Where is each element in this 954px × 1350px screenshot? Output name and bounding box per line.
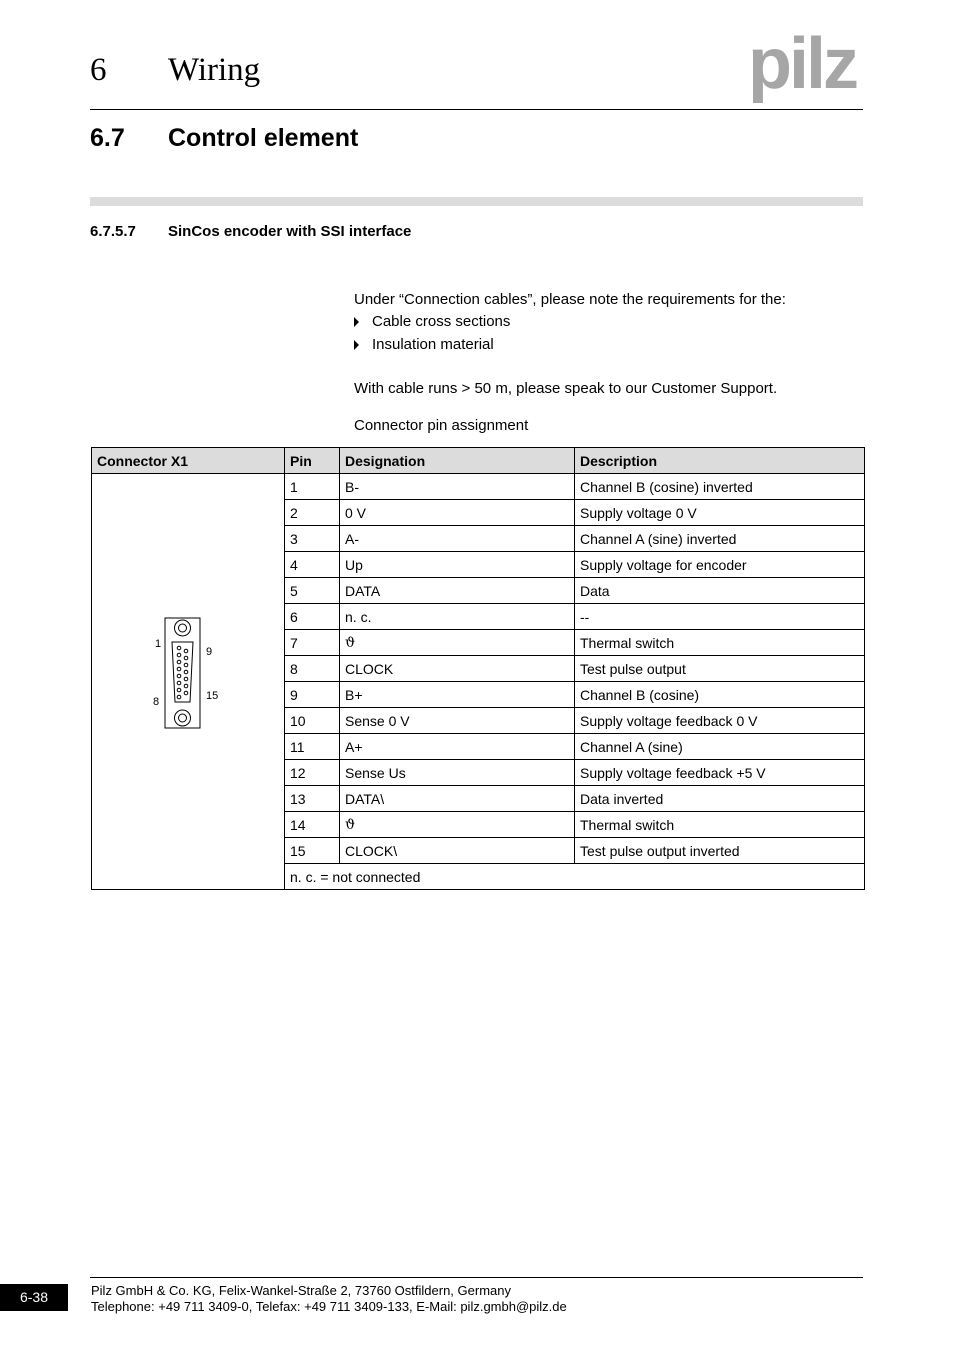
description-cell: Channel B (cosine) bbox=[575, 682, 865, 708]
footer-address: Pilz GmbH & Co. KG, Felix-Wankel-Straße 2, 73760 Ostfildern, Germany bbox=[91, 1283, 511, 1298]
description-cell: Data inverted bbox=[575, 786, 865, 812]
section-number: 6.7 bbox=[90, 124, 125, 152]
bullet-item bbox=[354, 336, 754, 354]
bullet-text: Cable cross sections bbox=[372, 313, 511, 330]
header-rule bbox=[90, 109, 863, 110]
designation-cell: A+ bbox=[340, 734, 575, 760]
connector-label-8: 8 bbox=[153, 696, 160, 708]
chapter-number: 6 bbox=[90, 52, 107, 88]
designation-cell: 0 V bbox=[340, 500, 575, 526]
designation-cell: B+ bbox=[340, 682, 575, 708]
connector-label-15: 15 bbox=[206, 690, 219, 702]
header-connector: Connector X1 bbox=[92, 448, 285, 474]
pin-cell: 2 bbox=[285, 500, 340, 526]
header-description: Description bbox=[575, 448, 865, 474]
pin-cell: 12 bbox=[285, 760, 340, 786]
pin-cell: 10 bbox=[285, 708, 340, 734]
designation-cell: Up bbox=[340, 552, 575, 578]
designation-cell: CLOCK\ bbox=[340, 838, 575, 864]
description-cell: Supply voltage feedback 0 V bbox=[575, 708, 865, 734]
description-cell: Thermal switch bbox=[575, 812, 865, 838]
support-note: With cable runs > 50 m, please speak to our Customer Support. bbox=[354, 380, 778, 397]
description-cell: Supply voltage for encoder bbox=[575, 552, 865, 578]
table-caption: Connector pin assignment bbox=[354, 417, 529, 434]
intro-paragraph: Under “Connection cables”, please note the requirements for the: bbox=[354, 291, 786, 308]
designation-cell: CLOCK bbox=[340, 656, 575, 682]
pin-cell: 14 bbox=[285, 812, 340, 838]
bullet-arrow-icon bbox=[354, 340, 359, 350]
designation-cell: B- bbox=[340, 474, 575, 500]
description-cell: Data bbox=[575, 578, 865, 604]
description-cell: -- bbox=[575, 604, 865, 630]
subsection-title: SinCos encoder with SSI interface bbox=[168, 223, 412, 240]
footer-rule bbox=[90, 1277, 863, 1278]
designation-cell: A- bbox=[340, 526, 575, 552]
pin-cell: 15 bbox=[285, 838, 340, 864]
description-cell: Supply voltage 0 V bbox=[575, 500, 865, 526]
description-cell: Test pulse output bbox=[575, 656, 865, 682]
description-cell: Test pulse output inverted bbox=[575, 838, 865, 864]
chapter-title: Wiring bbox=[168, 52, 261, 88]
pin-cell: 9 bbox=[285, 682, 340, 708]
section-title: Control element bbox=[168, 124, 359, 152]
section-divider-bar bbox=[90, 197, 863, 206]
header-designation: Designation bbox=[340, 448, 575, 474]
designation-cell: Sense 0 V bbox=[340, 708, 575, 734]
pin-cell: 13 bbox=[285, 786, 340, 812]
pin-assignment-table bbox=[91, 447, 865, 890]
pin-cell: 8 bbox=[285, 656, 340, 682]
bullet-item bbox=[354, 313, 754, 331]
designation-cell: DATA bbox=[340, 578, 575, 604]
pin-cell: 6 bbox=[285, 604, 340, 630]
table-row bbox=[92, 474, 865, 500]
description-cell: Thermal switch bbox=[575, 630, 865, 656]
designation-cell: DATA\ bbox=[340, 786, 575, 812]
designation-cell: ϑ bbox=[340, 630, 575, 656]
pin-cell: 3 bbox=[285, 526, 340, 552]
description-cell: Channel A (sine) bbox=[575, 734, 865, 760]
designation-cell: Sense Us bbox=[340, 760, 575, 786]
subsection-number: 6.7.5.7 bbox=[90, 223, 136, 240]
pin-cell: 5 bbox=[285, 578, 340, 604]
designation-cell: ϑ bbox=[340, 812, 575, 838]
description-cell: Channel B (cosine) inverted bbox=[575, 474, 865, 500]
pin-cell: 1 bbox=[285, 474, 340, 500]
header-pin: Pin bbox=[285, 448, 340, 474]
pin-cell: 11 bbox=[285, 734, 340, 760]
table-header-row bbox=[92, 448, 865, 474]
footer-contact: Telephone: +49 711 3409-0, Telefax: +49 711 3409-133, E-Mail: pilz.gmbh@pilz.de bbox=[91, 1299, 567, 1314]
designation-cell: n. c. bbox=[340, 604, 575, 630]
pilz-logo: pilz bbox=[748, 24, 856, 104]
connector-label-9: 9 bbox=[206, 646, 213, 658]
pin-cell: 7 bbox=[285, 630, 340, 656]
bullet-text: Insulation material bbox=[372, 336, 494, 353]
table-footnote: n. c. = not connected bbox=[285, 864, 865, 890]
bullet-arrow-icon bbox=[354, 317, 359, 327]
page-number: 6-38 bbox=[0, 1284, 68, 1311]
description-cell: Supply voltage feedback +5 V bbox=[575, 760, 865, 786]
description-cell: Channel A (sine) inverted bbox=[575, 526, 865, 552]
connector-label-1: 1 bbox=[155, 638, 162, 650]
d-sub-15-connector-icon bbox=[92, 480, 284, 880]
connector-cell bbox=[92, 474, 285, 890]
pin-cell: 4 bbox=[285, 552, 340, 578]
